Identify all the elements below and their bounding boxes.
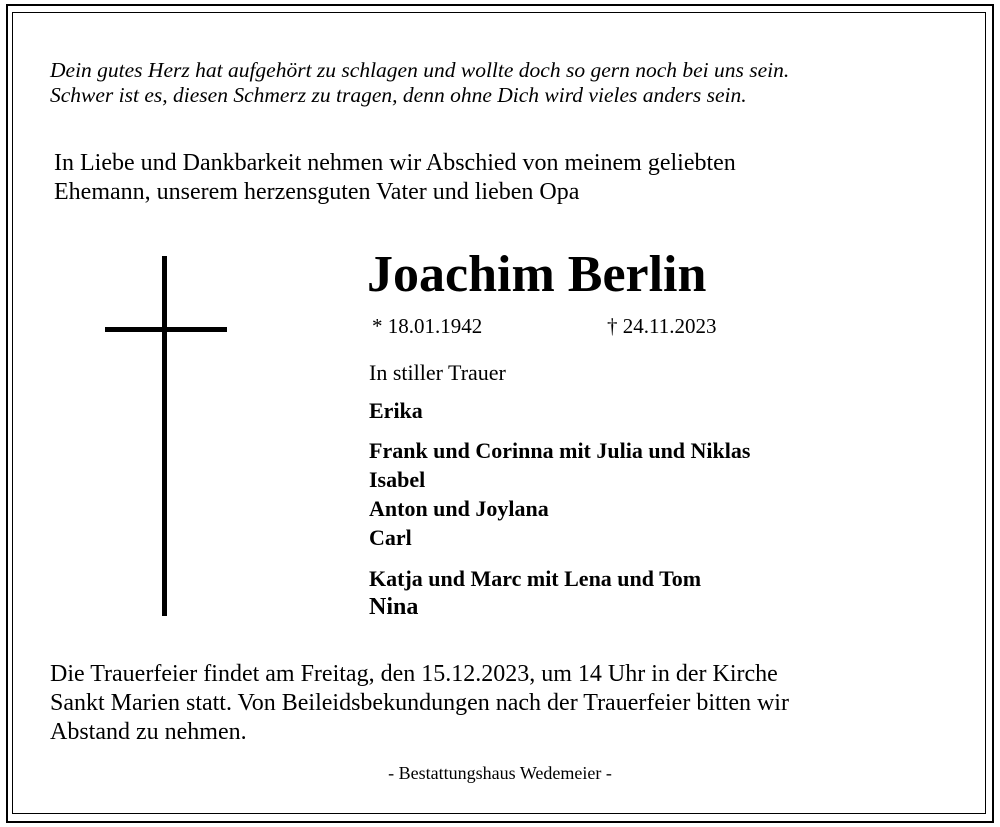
ceremony-notice bbox=[50, 660, 789, 747]
motto-line: Dein gutes Herz hat aufgehört zu schlagen und wollte doch so gern noch bei uns sein. bbox=[50, 58, 790, 82]
ceremony-line: Die Trauerfeier findet am Freitag, den 15.12.2023, um 14 Uhr in der Kirche bbox=[50, 661, 778, 687]
birth-date: * 18.01.1942 bbox=[372, 314, 483, 338]
ceremony-line: Abstand zu nehmen. bbox=[50, 719, 247, 745]
undertaker-credit: - Bestattungshaus Wedemeier - bbox=[388, 763, 612, 783]
intro-line: Ehemann, unserem herzensguten Vater und lieben Opa bbox=[54, 179, 580, 205]
family-group-others bbox=[369, 564, 701, 622]
family-group-children bbox=[369, 436, 750, 552]
family-member: Isabel bbox=[369, 467, 426, 492]
latin-cross-icon bbox=[105, 256, 227, 616]
family-member: Erika bbox=[369, 398, 423, 423]
deceased-name: Joachim Berlin bbox=[367, 246, 707, 303]
family-member: Anton und Joylana bbox=[369, 496, 549, 521]
family-member: Katja und Marc mit Lena und Tom bbox=[369, 566, 702, 591]
family-member: Nina bbox=[369, 594, 419, 620]
cross-horizontal-bar bbox=[105, 327, 227, 332]
intro-line: In Liebe und Dankbarkeit nehmen wir Abschied von meinem geliebten bbox=[54, 150, 736, 176]
family-member: Frank und Corinna mit Julia und Niklas bbox=[369, 438, 751, 463]
motto-line: Schwer ist es, diesen Schmerz zu tragen, denn ohne Dich wird vieles anders sein. bbox=[50, 83, 747, 107]
intro-text bbox=[54, 149, 736, 207]
cross-vertical-bar bbox=[162, 256, 167, 616]
mourning-phrase: In stiller Trauer bbox=[369, 360, 506, 385]
family-group-spouse bbox=[369, 396, 423, 425]
motto-verse bbox=[50, 58, 789, 108]
ceremony-line: Sankt Marien statt. Von Beileidsbekundungen nach der Trauerfeier bitten wir bbox=[50, 690, 789, 716]
family-member: Carl bbox=[369, 525, 412, 550]
death-date: † 24.11.2023 bbox=[607, 314, 717, 338]
